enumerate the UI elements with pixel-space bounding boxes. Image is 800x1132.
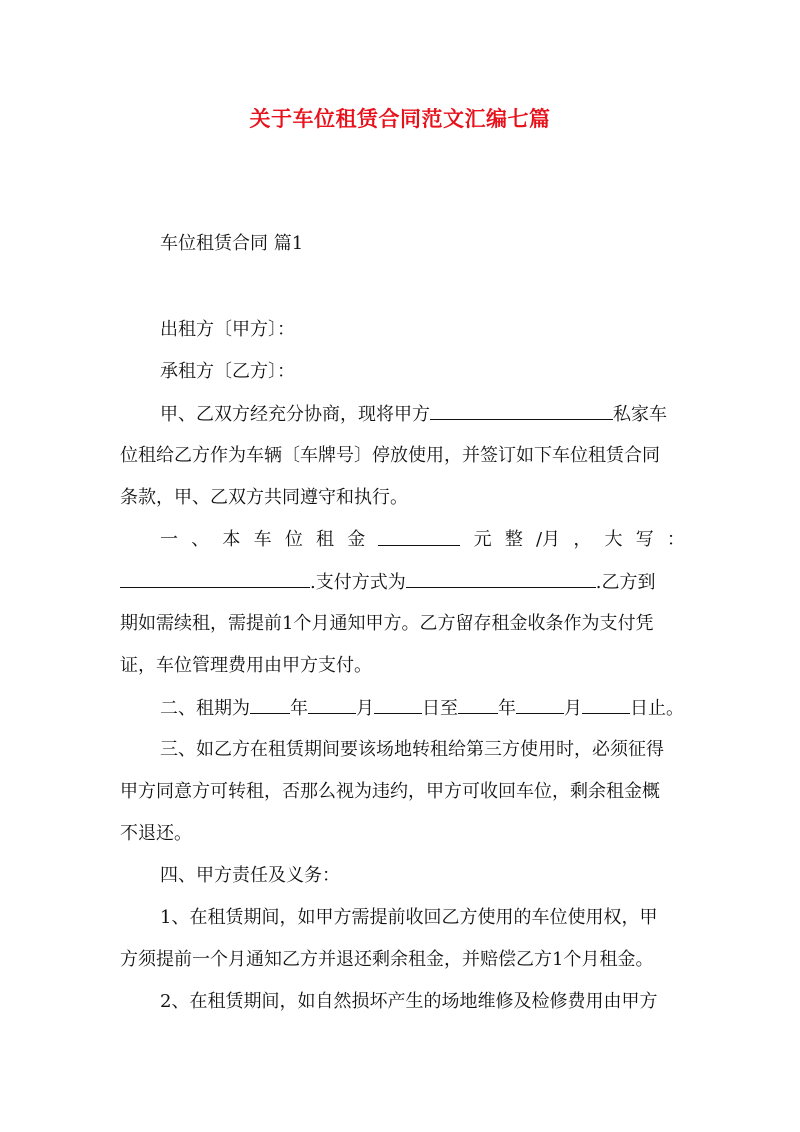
para1-line1 bbox=[160, 401, 685, 428]
para2-token: ： bbox=[666, 529, 685, 550]
para2-token: 金 bbox=[347, 529, 366, 550]
para2-token: /月 bbox=[536, 529, 561, 550]
start-day-blank[interactable] bbox=[374, 695, 422, 714]
lessor-duties-heading: 四、甲方责任及义务： bbox=[160, 865, 340, 886]
lessor-label: 出租方〔甲方〕： bbox=[160, 319, 295, 340]
para2-token: 本 bbox=[222, 529, 241, 550]
end-month-blank[interactable] bbox=[516, 695, 564, 714]
document-title: 关于车位租赁合同范文汇编七篇 bbox=[249, 106, 551, 131]
payment-method-label: .支付方式为 bbox=[310, 572, 406, 593]
para2-token: 位 bbox=[284, 529, 303, 550]
para1-text-a: 甲、乙双方经充分协商，现将甲方 bbox=[160, 404, 430, 425]
para2-line2 bbox=[120, 569, 685, 596]
para2-token: 写 bbox=[635, 529, 654, 550]
para2-token: ， bbox=[573, 529, 592, 550]
para2-token: 、 bbox=[191, 529, 210, 550]
start-month-blank[interactable] bbox=[308, 695, 356, 714]
para6-line2: 方须提前一个月通知乙方并退还剩余租金，并赔偿乙方1个月租金。 bbox=[120, 949, 654, 970]
end-day-blank[interactable] bbox=[582, 695, 630, 714]
end-year-blank[interactable] bbox=[458, 695, 498, 714]
para2-token: 大 bbox=[604, 529, 623, 550]
para2-token: 元 bbox=[473, 529, 492, 550]
lessor-name-blank[interactable] bbox=[430, 401, 613, 420]
lessee-label: 承租方〔乙方〕： bbox=[160, 361, 295, 382]
para4-line3: 不退还。 bbox=[120, 823, 192, 844]
para6-line1: 1、在租赁期间，如甲方需提前收回乙方使用的车位使用权，甲 bbox=[160, 907, 658, 928]
para4-line2: 甲方同意方可转租，否那么视为违约，甲方可收回车位，剩余租金概 bbox=[120, 781, 660, 802]
payment-method-blank[interactable] bbox=[406, 569, 596, 588]
lease-term-line bbox=[160, 695, 685, 722]
lease-term-label: 二、租期为 bbox=[160, 698, 250, 719]
rent-amount-words-blank[interactable] bbox=[120, 569, 310, 588]
month-label: 月 bbox=[564, 698, 582, 719]
para2-token: 租 bbox=[316, 529, 335, 550]
para1-line3: 条款，甲、乙双方共同遵守和执行。 bbox=[120, 487, 408, 508]
day-end-label: 日止。 bbox=[630, 698, 684, 719]
rent-amount-blank[interactable] bbox=[378, 527, 460, 546]
month-label: 月 bbox=[356, 698, 374, 719]
para2-line4: 证，车位管理费用由甲方支付。 bbox=[120, 655, 372, 676]
year-label: 年 bbox=[498, 698, 516, 719]
year-label: 年 bbox=[290, 698, 308, 719]
para2-token: 整 bbox=[504, 529, 523, 550]
day-to-label: 日至 bbox=[422, 698, 458, 719]
para2-line3: 期如需续租，需提前1个月通知甲方。乙方留存租金收条作为支付凭 bbox=[120, 613, 654, 634]
para1-line2: 位租给乙方作为车辆〔车牌号〕停放使用，并签订如下车位租赁合同 bbox=[120, 445, 660, 466]
para7-line1: 2、在租赁期间，如自然损坏产生的场地维修及检修费用由甲方 bbox=[160, 991, 658, 1012]
start-year-blank[interactable] bbox=[250, 695, 290, 714]
para2-token: 一 bbox=[160, 529, 178, 550]
section-heading: 车位租赁合同 篇1 bbox=[160, 233, 304, 254]
para1-text-b: 私家车 bbox=[613, 404, 667, 425]
para2-line1 bbox=[160, 527, 685, 553]
para2-token: 车 bbox=[253, 529, 272, 550]
para4-line1: 三、如乙方在租赁期间要该场地转租给第三方使用时，必须征得 bbox=[160, 739, 664, 760]
para2-text-d: .乙方到 bbox=[595, 572, 656, 593]
